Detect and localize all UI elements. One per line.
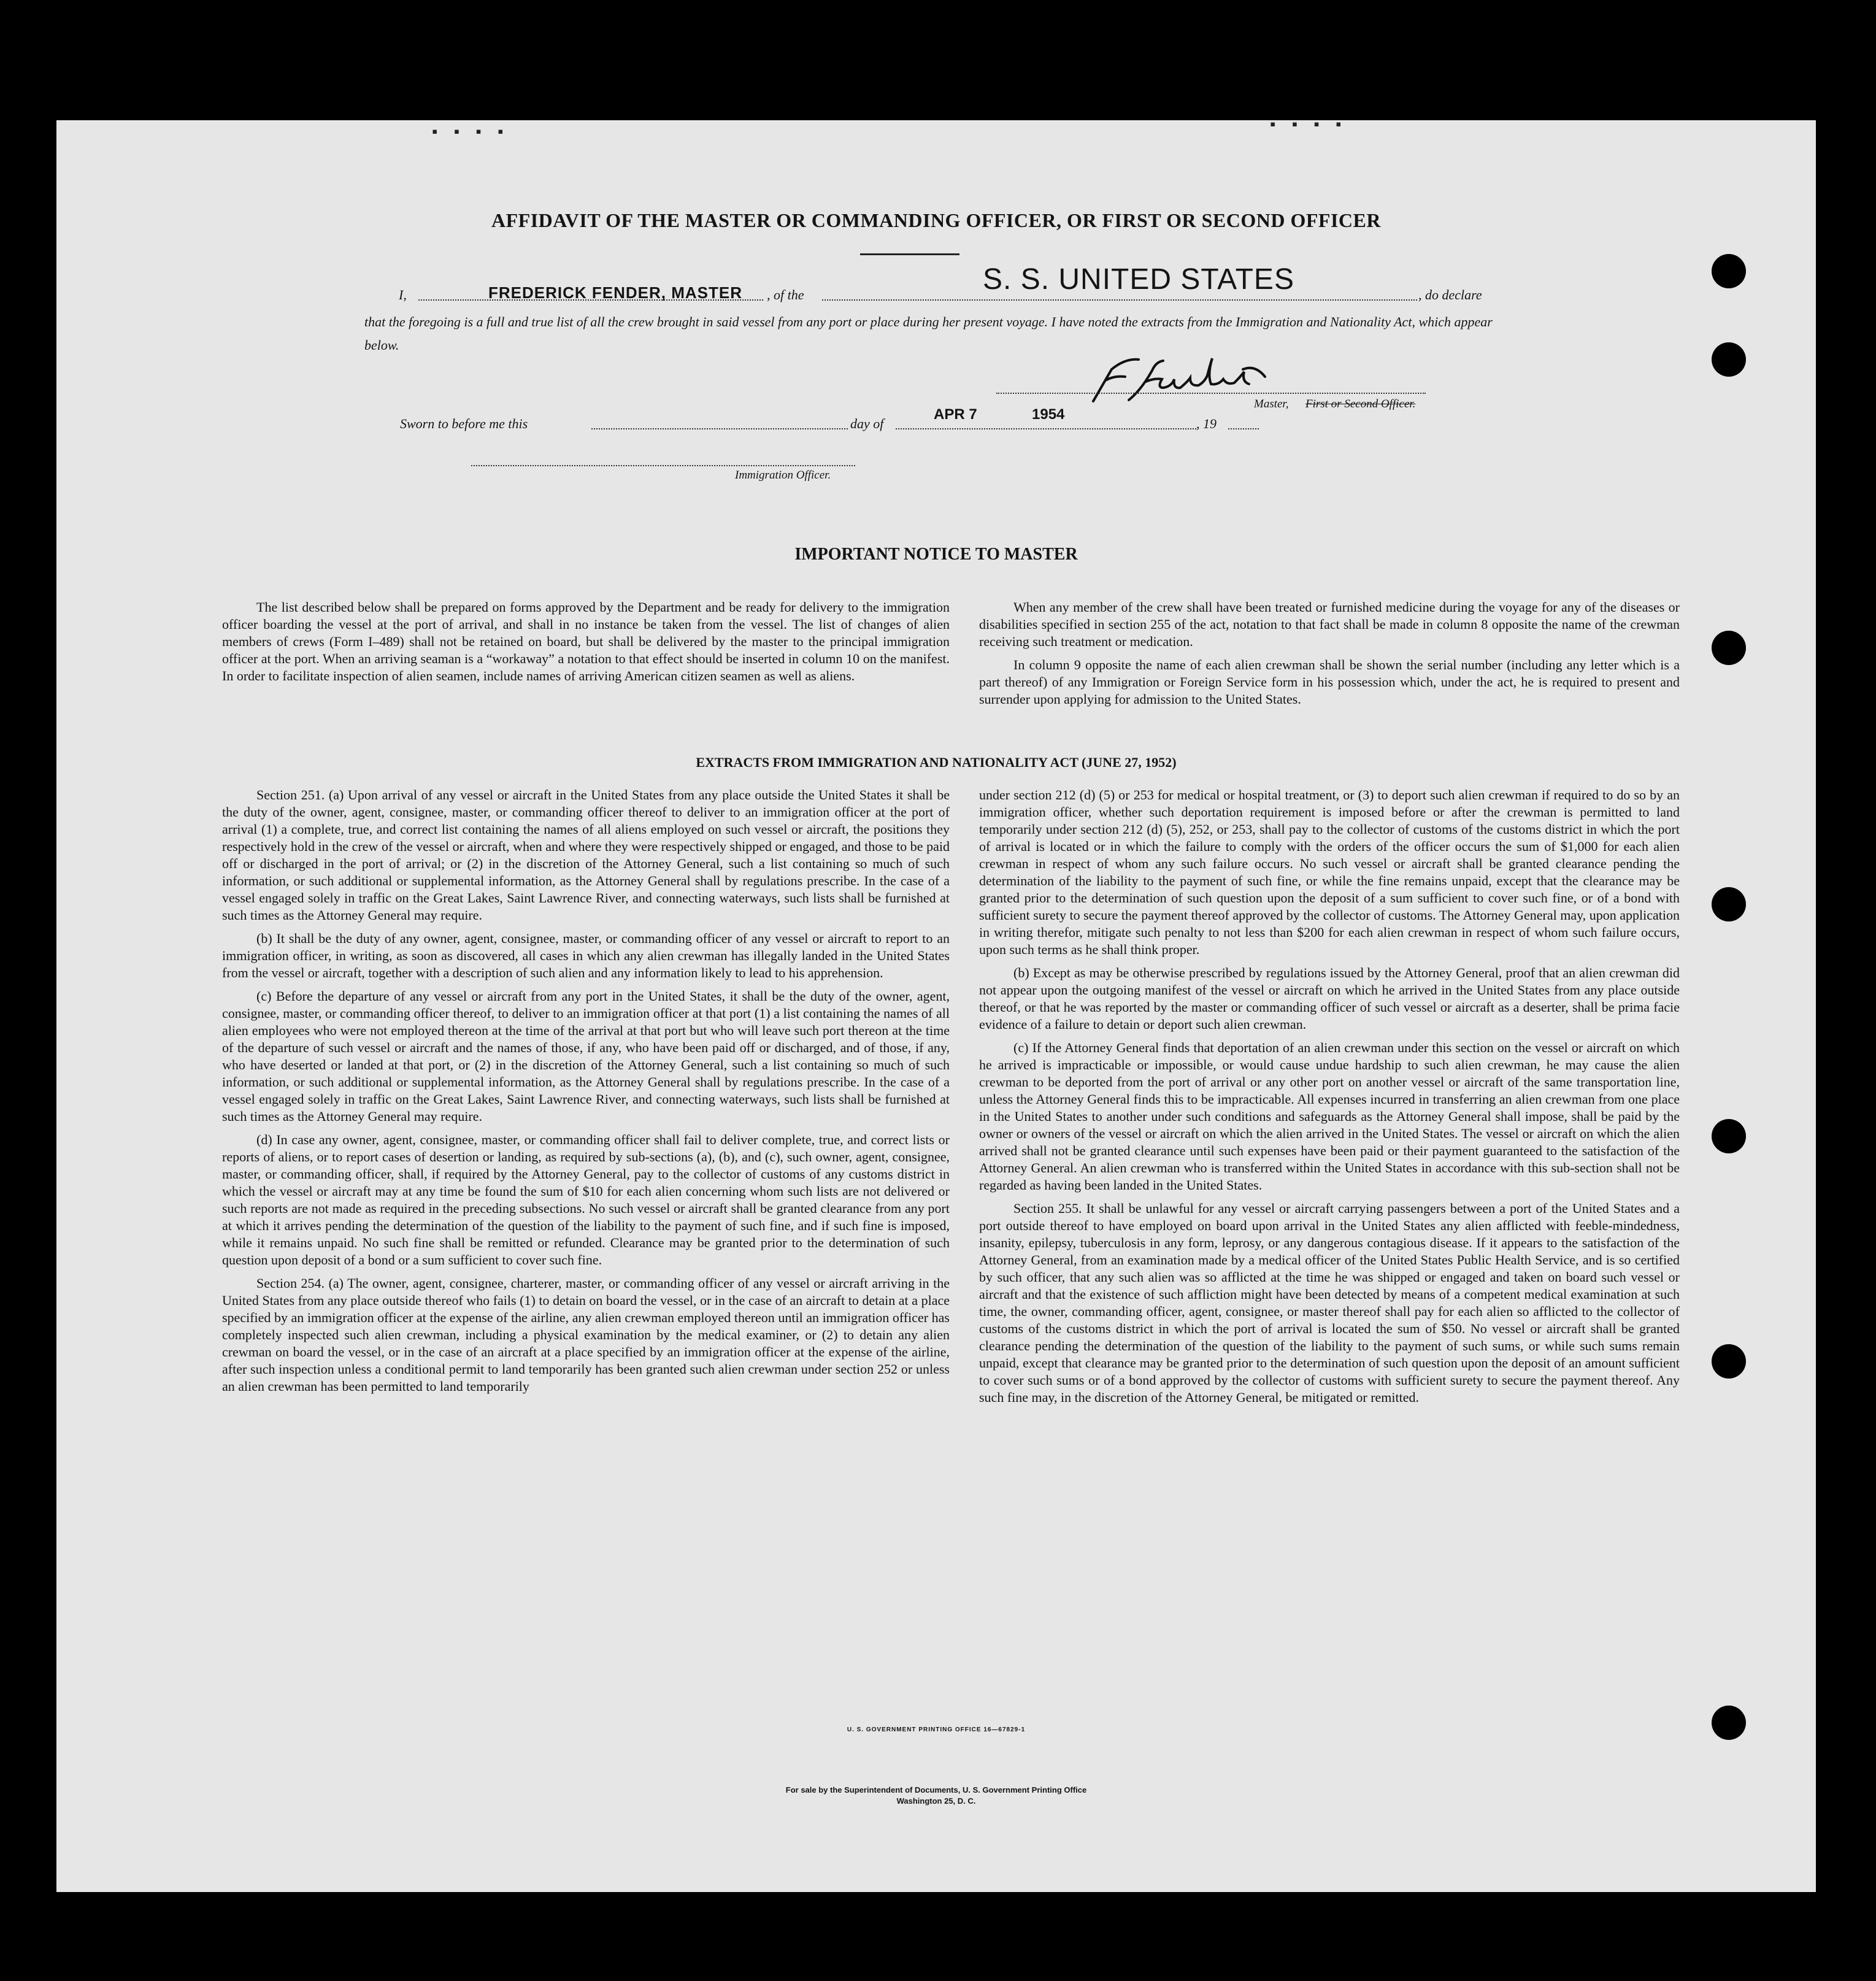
punch-hole [1712,887,1746,921]
punch-hole [1712,1706,1746,1740]
extracts-left-column [222,787,950,1401]
punch-hole [1712,342,1746,377]
section-paragraph: Section 251. (a) Upon arrival of any vessel or aircraft in the United States from any place outside the United States it shall be the duty of the owner, agent, consignee, master, or commanding officer thereof to deliver to an immigration officer at the port of arrival (1) a complete, true, and correct list containing the names of all aliens employed on such vessel or aircraft, the positions they respectively hold in the crew of the vessel or aircraft, when and where they were respectively shipped or engaged, and those to be paid off or discharged in the port of arrival; or (2) in the discretion of the Attorney General, such a list containing so much of such information, or such additional or supplemental information, as the Attorney General shall by regulations prescribe. In the case of a vessel engaged solely in traffic on the Great Lakes, Saint Lawrence River, and connecting waterways, such lists shall be furnished at such times as the Attorney General may require. [222,787,950,923]
notice-paragraph: The list described below shall be prepared on forms approved by the Department and be ready for delivery to the immigration officer boarding the vessel at the port of arrival, and shall in no instance be taken from the vessel. The list of changes of alien members of crews (Form I–489) shall not be retained on board, but shall be delivered by the master to the principal immigration officer at the port. When an arriving seaman is a “workaway” a notation to that effect should be inserted in column 10 on the manifest. In order to facilitate inspection of alien seamen, include names of arriving American citizen seamen as well as aliens. [222,599,950,683]
affidavit-title: AFFIDAVIT OF THE MASTER OR COMMANDING OFFICER, OR FIRST OR SECOND OFFICER [491,209,1381,231]
section-paragraph: Section 254. (a) The owner, agent, consignee, charterer, master, or commanding officer of any vessel or aircraft arriving in the United States from any place outside thereof who fails (1) to detain on board the vessel, or in the case of an aircraft to detain at a place specified by an immigration officer at the expense of the airline, any alien crewman employed thereon until an immigration officer has completely inspected such alien crewman, including a physical examination by the medical examiner, or (2) to detain any alien crewman on board the vessel, or in the case of an aircraft at a place specified by an immigration officer at the expense of the airline, after such inspection unless a conditional permit to land temporarily has been granted such alien crewman under section 252 or unless an alien crewman has been permitted to land temporarily [222,1275,950,1394]
form-sheet [56,115,1816,1892]
punch-hole [1712,631,1746,665]
signature-line [996,393,1426,394]
notice-title: IMPORTANT NOTICE TO MASTER [794,545,1078,564]
section-paragraph: (b) Except as may be otherwise prescribed by regulations issued by the Attorney General, proof that an alien crewman did not appear upon the outgoing manifest of the vessel or aircraft on which he arrived in the United States from any place outside thereof, or that he was reported by the master or commanding officer of such vessel or aircraft as a deserter, shall be prima facie evidence of a failure to detain or deport such alien crewman. [979,965,1680,1032]
year-line [1228,428,1259,429]
officer-signature-line [471,465,855,466]
sworn-month-line [896,428,1196,429]
struck-officer-label: First or Second Officer. [1305,398,1416,410]
address-line: Washington 25, D. C. [896,1796,976,1806]
of-the-label: , of the [767,287,804,302]
declaration-text: that the foregoing is a full and true list of all the crew brought in said vessel from any port or place during her present voyage. I have noted the extracts from the Immigration and Nationality Act, which appear below. [364,314,1493,353]
section-paragraph: (d) In case any owner, agent, consignee, master, or commanding officer shall fail to deliver complete, true, and correct lists or reports of aliens, or to report cases of desertion or landing, as required by sub-sections (a), (b), and (c), such owner, agent, consignee, master, or commanding officer, shall, if required by the Attorney General, pay to the collector of customs of any customs district in which the vessel or aircraft may at any time be found the sum of $10 for each alien concerning whom such lists are not delivered or such reports are not made as required in the preceding subsections. No such vessel or aircraft shall be granted clearance from any port at which it arrives pending the determination of the question of the liability to the payment of such fine, and if such fine is imposed, while it remains unpaid. No such fine shall be remitted or refunded. Clearance may be granted prior to the determination of such question upon deposit of a bond or a sum sufficient to cover such fine. [222,1132,950,1267]
vessel-line [822,299,1417,301]
section-paragraph: (c) Before the departure of any vessel or aircraft from any port in the United States, it shall be the duty of the owner, agent, consignee, master, or commanding officer thereof, to deliver to an immigration officer at that port (1) a list containing the names of all alien employees who were not employed thereon at the time of the arrival at that port but who will leave such port thereon at the time of the departure of such vessel or aircraft and the names of those, if any, who have been paid off or discharged, and of those, if any, who have deserted or landed at that port, or (2) in the discretion of the Attorney General, such a list containing so much of such information, or such additional or supplemental information, as the Attorney General shall by regulations prescribe. In the case of a vessel engaged solely in traffic on the Great Lakes, Saint Lawrence River, and connecting waterways, such lists shall be furnished at such times as the Attorney General may require. [222,988,950,1124]
vessel-name: S. S. UNITED STATES [983,263,1294,296]
notice-paragraph: In column 9 opposite the name of each alien crewman shall be shown the serial number (including any letter which is a part thereof) of any Immigration or Foreign Service form in his possession which, under the act, he is required to present and surrender upon applying for admission to the United States. [979,657,1680,707]
sworn-day-line [591,428,848,429]
section-paragraph: under section 212 (d) (5) or 253 for medical or hospital treatment, or (3) to deport such alien crewman if required to do so by an immigration officer, whether such deportation requirement is imposed before or after the crewman is permitted to land temporarily under section 212 (d) (5), 252, or 253, shall pay to the collector of customs of the customs district in which the port of arrival is located or in which the failure to comply with the orders of the officer occurs the sum of $1,000 for each alien crewman in respect of whom any such failure occurs. No such vessel or aircraft shall be granted clearance pending the determination of the liability to the payment of such fine, or while the fine remains unpaid, except that the clearance may be granted prior to the determination of such question upon the deposit of a sum sufficient to cover such fine, or of a bond with sufficient surety to secure the payment thereof approved by the collector of customs. The Attorney General may, upon application in writing therefor, mitigate such penalty to not less than $200 for each alien crewman in respect of whom such failure occurs, upon such terms as he shall think proper. [979,787,1680,957]
section-paragraph: (c) If the Attorney General finds that deportation of an alien crewman under this section on the vessel or aircraft on which he arrived is impracticable or impossible, or would cause undue hardship to such alien crewman, he may cause the alien crewman to be deported from the port of arrival or any other port on another vessel or aircraft of the same transportation line, unless the Attorney General finds this to be impracticable. All expenses incurred in transferring an alien crewman from one place in the United States to another under such conditions and safeguards as the Attorney General shall impose, shall be paid by the owner or owners of the vessel or aircraft on which the alien arrived in the United States. The vessel or aircraft on which the alien arrived shall not be granted clearance until such expenses have been paid or their payment guaranteed to the satisfaction of the Attorney General. An alien crewman who is transferred within the United States in accordance with this sub-section shall not be regarded as having been landed in the United States. [979,1040,1680,1193]
extracts-right-column [979,787,1680,1412]
year-stamp: 1954 [1032,406,1065,423]
extracts-title: EXTRACTS FROM IMMIGRATION AND NATIONALITY ACT (JUNE 27, 1952) [696,755,1177,770]
section-paragraph: (b) It shall be the duty of any owner, agent, consignee, master, or commanding officer of any vessel or aircraft to report to an immigration officer, in writing, as soon as discovered, all cases in which any alien crewman has illegally landed in the United States from the vessel or aircraft, together with a description of such alien and any information likely to lead to his apprehension. [222,931,950,980]
title-divider [860,253,959,255]
notice-paragraph: When any member of the crew shall have been treated or furnished medicine during the voyage for any of the diseases or disabilities specified in section 255 of the act, notation to that fact shall be made in column 8 opposite the name of the crewman receiving such treatment or medication. [979,599,1680,649]
print-specks: ▪ ▪ ▪ ▪ [432,123,510,140]
punch-hole [1712,1119,1746,1153]
day-of-label: day of [850,416,884,431]
for-sale-line: For sale by the Superintendent of Documents, U. S. Government Printing Office [785,1785,1087,1794]
immigration-officer-label: Immigration Officer. [735,469,831,482]
date-stamp: APR 7 [934,406,977,423]
punch-hole [1712,1344,1746,1379]
notice-right-column [979,599,1680,714]
do-declare-label: , do declare [1418,287,1482,302]
year-prefix: , 19 [1196,416,1217,431]
sworn-label: Sworn to before me this [400,416,528,431]
punch-hole [1712,254,1746,288]
section-paragraph: Section 255. It shall be unlawful for any vessel or aircraft carrying passengers between a port of the United States and a port outside thereof to have employed on board upon arrival in the United States any alien afflicted with feeble-mindedness, insanity, epilepsy, tuberculosis in any form, leprosy, or any dangerous contagious disease. If it appears to the satisfaction of the Attorney General, from an examination made by a medical officer of the United States Public Health Service, and is so certified by such officer, that any such alien was so afflicted at the time he was shipped or engaged and taken on board such vessel or aircraft and that the existence of such affliction might have been detected by means of a competent medical examination at such time, the owner, commanding officer, agent, consignee, or master thereof shall pay for each alien so afflicted to the collector of customs of the customs district in which the port of arrival is located the sum of $50. No vessel or aircraft shall be granted clearance pending the determination of the question of the liability to the payment of such sums, or while such sums remain unpaid, except that clearance may be granted prior to the determination of such question upon the deposit of an amount sufficient to cover such sums or of a bond approved by the collector of customs with sufficient surety to secure the payment thereof. Any such fine may, in the discretion of the Attorney General, be mitigated or remitted. [979,1201,1680,1405]
declarant-name: FREDERICK FENDER, MASTER [488,283,743,302]
print-specks: ▪ ▪ ▪ ▪ [1270,115,1348,133]
printing-office-line: U. S. GOVERNMENT PRINTING OFFICE 16—67829-1 [847,1726,1026,1733]
declarant-prefix: I, [399,287,407,302]
notice-left-column [222,599,950,691]
master-label: Master, [1254,398,1289,410]
